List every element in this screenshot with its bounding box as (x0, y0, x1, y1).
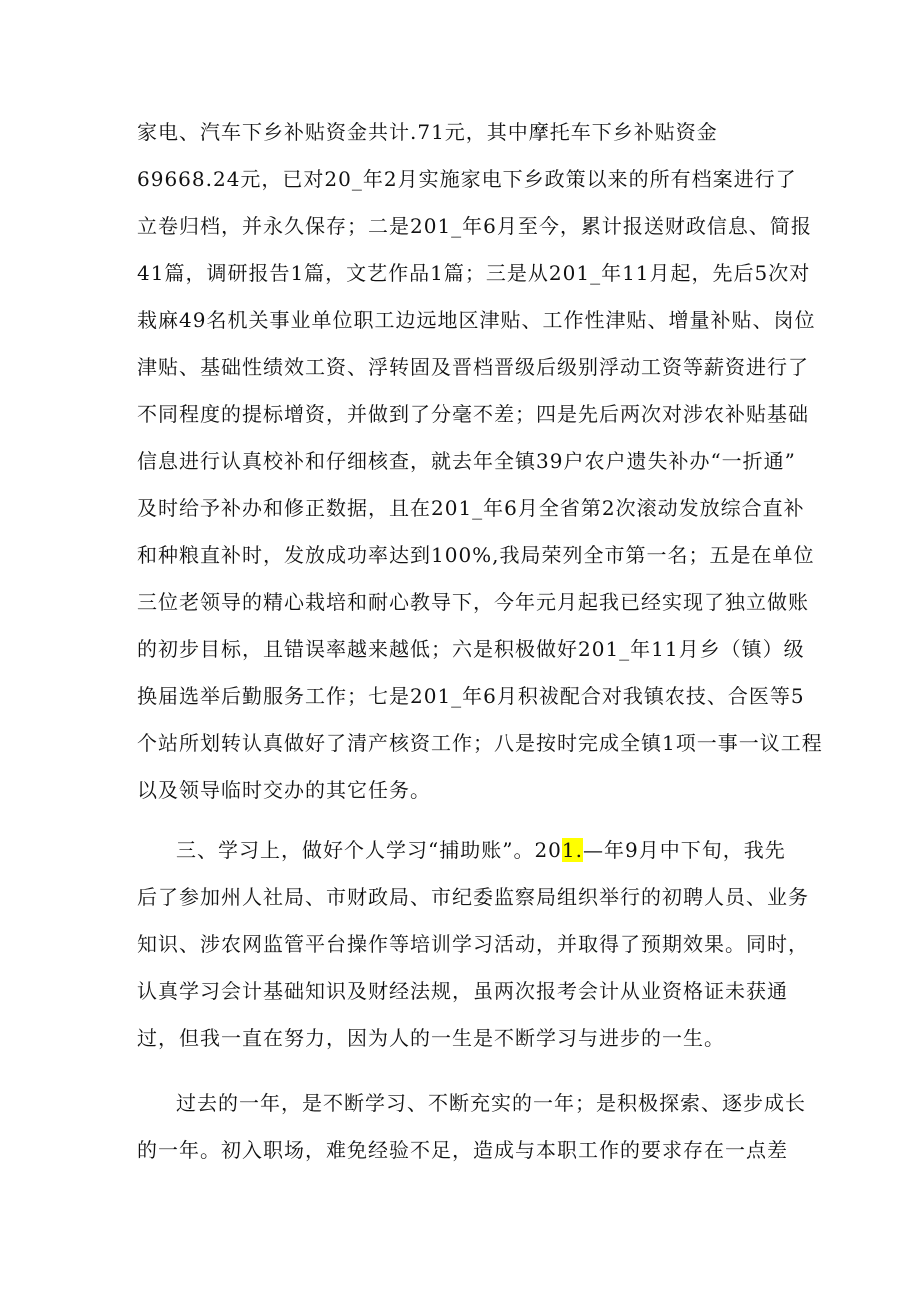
paragraph-3-line-2: 的一年。初入职场，难免经验不足，造成与本职工作的要求存在一点差 (137, 1138, 788, 1162)
paragraph-2-line-1-text-after: —年9月中下旬，我先 (583, 838, 786, 862)
paragraph-1-line-11: 三位老领导的精心栽培和耐心教导下，今年元月起我已经实现了独立做账 (137, 590, 809, 614)
paragraph-1-line-6: 津贴、基础性绩效工资、浮转固及晋档晋级后级别浮动工资等薪资进行了 (137, 355, 809, 379)
paragraph-1-line-15: 以及领导临时交办的其它任务。 (137, 778, 431, 802)
paragraph-1-line-13: 换届选举后勤服务工作；七是201_年6月积祓配合对我镇农技、合医等5 (137, 684, 805, 708)
paragraph-1-line-1: 家电、汽车下乡补贴资金共计.71元，其中摩托车下乡补贴资金 (137, 120, 718, 144)
paragraph-2-line-4: 认真学习会计基础知识及财经法规，虽两次报考会计从业资格证未获通 (137, 979, 788, 1003)
paragraph-1-line-10: 和种粮直补时，发放成功率达到100%,我局荣列全市第一名；五是在单位 (137, 543, 815, 567)
paragraph-1-line-3: 立卷归档，并永久保存；二是201_年6月至今，累计报送财政信息、简报 (137, 214, 812, 238)
highlighted-text: 1. (561, 838, 583, 862)
paragraph-1-line-9: 及时给予补办和修正数据，且在201_年6月全省第2次滚动发放综合直补 (137, 496, 805, 520)
paragraph-1-line-2: 69668.24元，已对20_年2月实施家电下乡政策以来的所有档案进行了 (137, 167, 797, 191)
paragraph-1-line-14: 个站所划转认真做好了清产核资工作；八是按时完成全镇1项一事一议工程 (137, 731, 823, 755)
paragraph-1-line-12: 的初步目标，且错误率越来越低；六是积极做好201_年11月乡（镇）级 (137, 637, 805, 661)
paragraph-3-line-1: 过去的一年，是不断学习、不断充实的一年；是积极探索、逐步成长 (176, 1091, 806, 1115)
paragraph-1-line-5: 栽麻49名机关事业单位职工边远地区津贴、工作性津贴、增量补贴、岗位 (137, 308, 816, 332)
paragraph-2-line-2: 后了参加州人社局、市财政局、市纪委监察局组织举行的初聘人员、业务 (137, 885, 809, 909)
paragraph-2-line-3: 知识、涉农网监管平台操作等培训学习活动，并取得了预期效果。同时， (137, 932, 809, 956)
paragraph-2-line-1-text-before: 三、学习上，做好个人学习“捕助账”。20 (176, 838, 562, 862)
paragraph-2-line-5: 过，但我一直在努力，因为人的一生是不断学习与进步的一生。 (137, 1026, 725, 1050)
paragraph-2-line-1 (176, 836, 786, 864)
paragraph-1-line-8: 信息进行认真校补和仔细核查，就去年全镇39户农户遗失补办“一折通” (137, 449, 796, 473)
paragraph-1-line-4: 41篇，调研报告1篇，文艺作品1篇；三是从201_年11月起，先后5次对 (137, 261, 811, 285)
paragraph-1-line-7: 不同程度的提标增资，并做到了分毫不差；四是先后两次对涉农补贴基础 (137, 402, 809, 426)
